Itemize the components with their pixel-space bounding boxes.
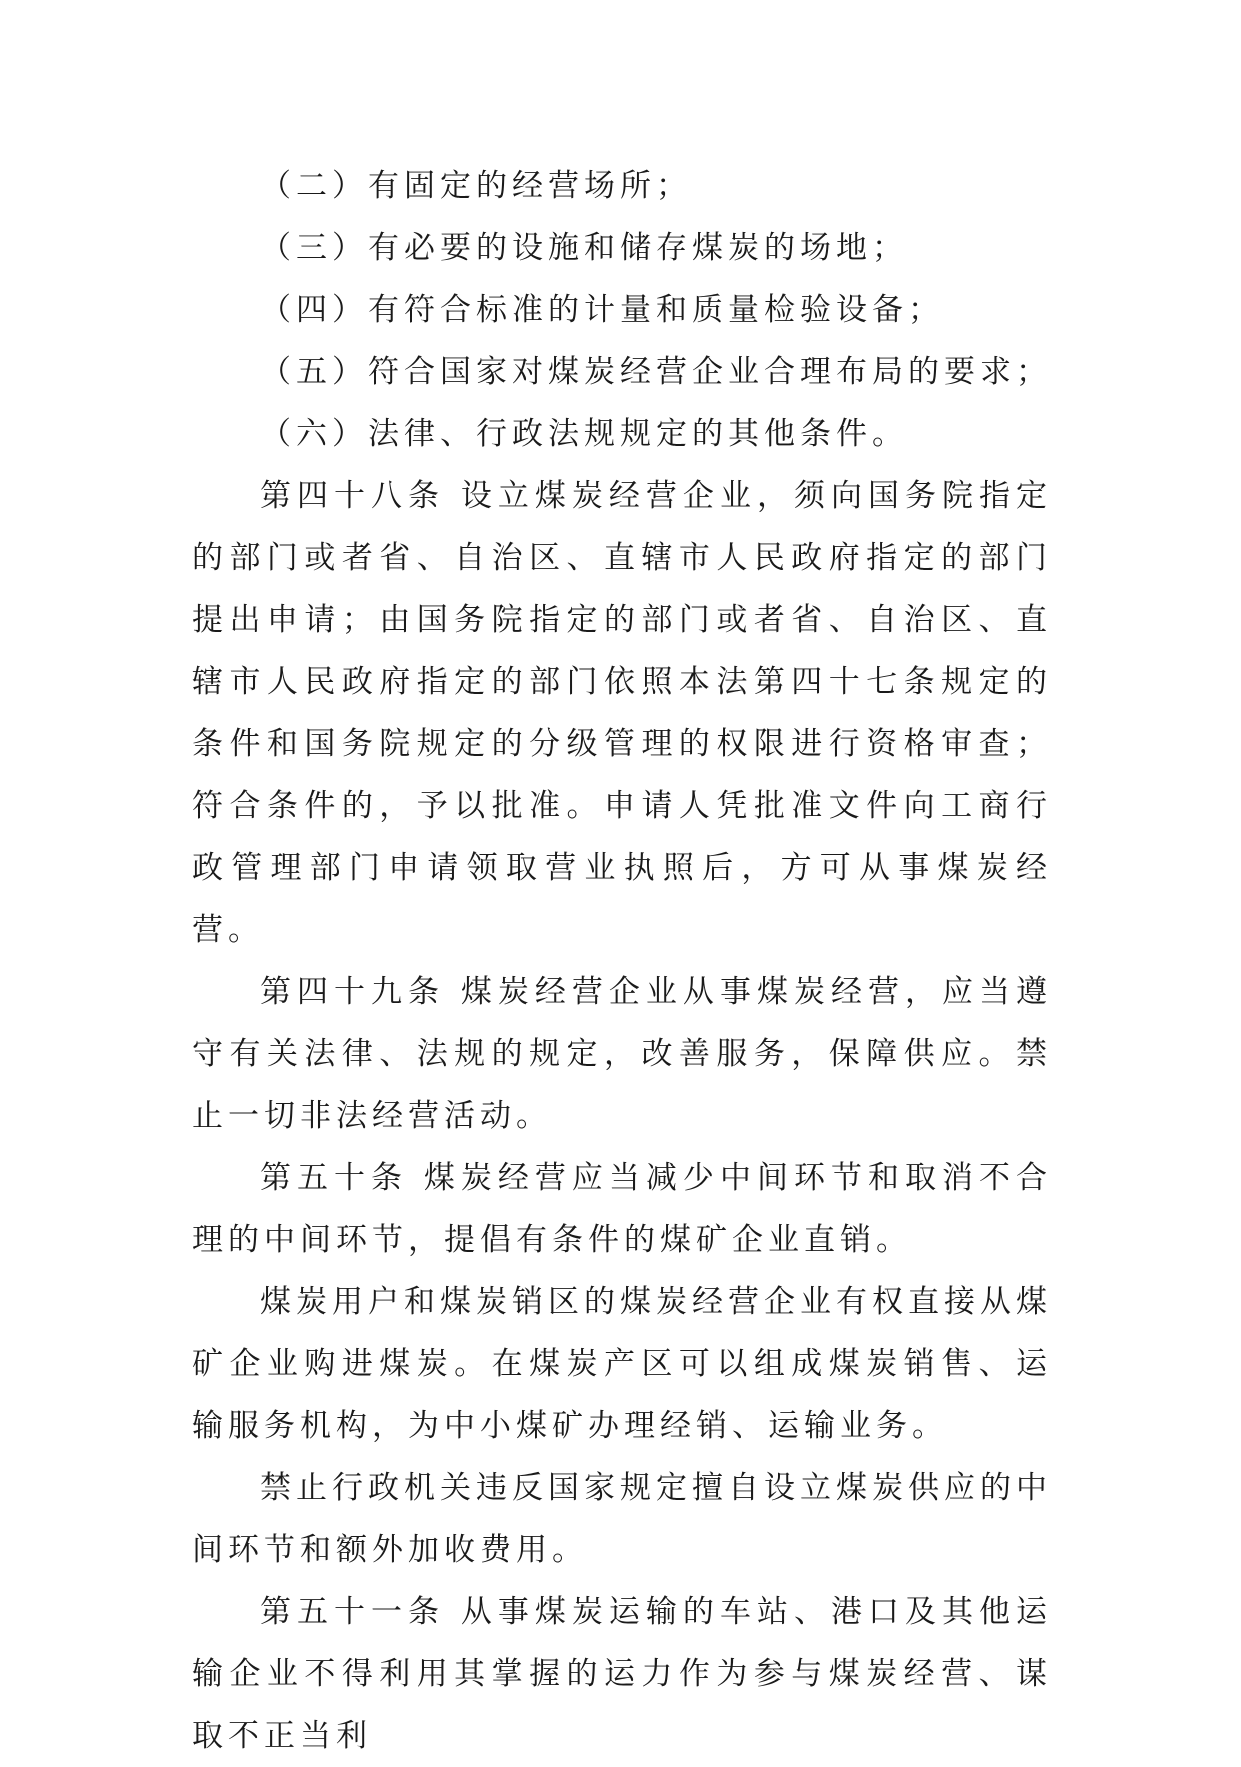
paragraph-article-49: 第四十九条 煤炭经营企业从事煤炭经营，应当遵守有关法律、法规的规定，改善服务，保障供应。禁止一切非法经营活动。	[192, 974, 1052, 1134]
paragraph-article-51: 第五十一条 从事煤炭运输的车站、港口及其他运输企业不得利用其掌握的运力作为参与煤炭经营、谋取不正当利	[192, 1594, 1052, 1754]
paragraph-item-5: （五）符合国家对煤炭经营企业合理布局的要求；	[260, 354, 1052, 390]
paragraph-item-3: （三）有必要的设施和储存煤炭的场地；	[260, 230, 908, 266]
paragraph-coal-users: 煤炭用户和煤炭销区的煤炭经营企业有权直接从煤矿企业购进煤炭。在煤炭产区可以组成煤炭销售、运输服务机构，为中小煤矿办理经销、运输业务。	[192, 1284, 1052, 1444]
paragraph-article-50: 第五十条 煤炭经营应当减少中间环节和取消不合理的中间环节，提倡有条件的煤矿企业直销。	[192, 1160, 1052, 1258]
document-body	[192, 155, 1052, 1767]
paragraph-item-4: （四）有符合标准的计量和质量检验设备；	[260, 292, 944, 328]
paragraph-item-2: （二）有固定的经营场所；	[260, 168, 692, 204]
paragraph-prohibition: 禁止行政机关违反国家规定擅自设立煤炭供应的中间环节和额外加收费用。	[192, 1470, 1052, 1568]
paragraph-article-48: 第四十八条 设立煤炭经营企业，须向国务院指定的部门或者省、自治区、直辖市人民政府指定的部门提出申请；由国务院指定的部门或者省、自治区、直辖市人民政府指定的部门依照本法第四十七条规定的条件和国务院规定的分级管理的权限进行资格审查；符合条件的，予以批准。申请人凭批准文件向工商行政管理部门申请领取营业执照后，方可从事煤炭经营。	[192, 478, 1052, 948]
paragraph-item-6: （六）法律、行政法规规定的其他条件。	[260, 416, 908, 452]
